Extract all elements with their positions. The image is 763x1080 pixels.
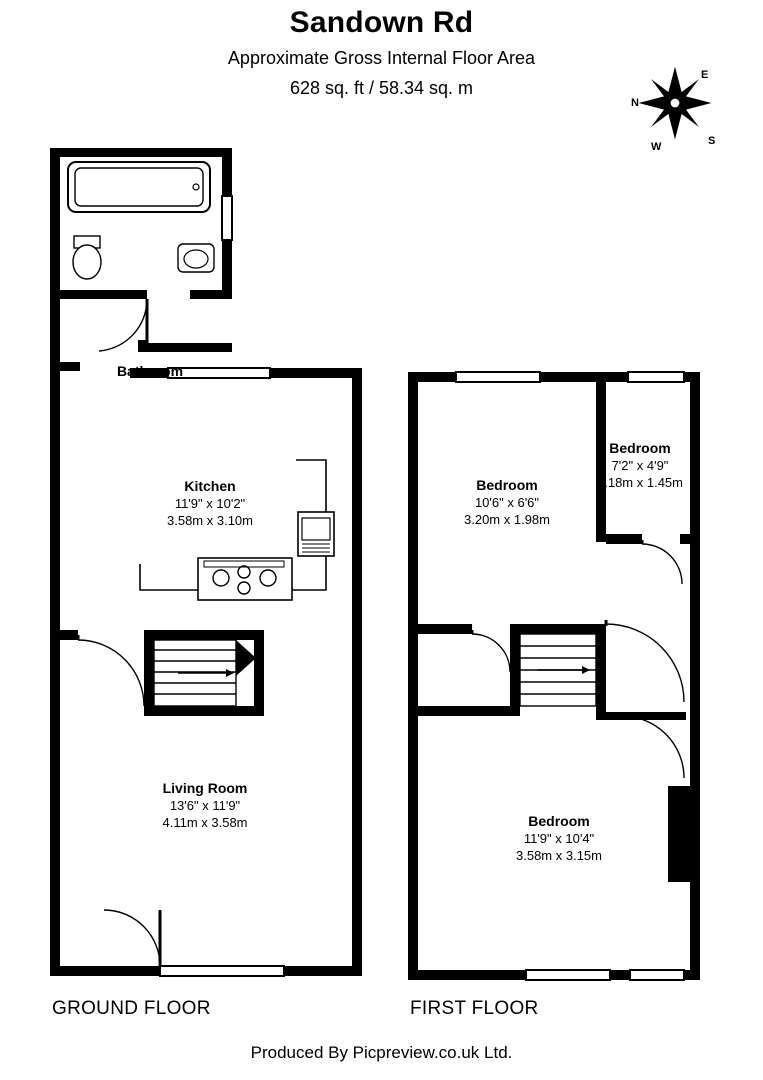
window-bathroom [222,196,232,240]
window-bedroom2-front [456,372,540,382]
door-bedroom3 [642,540,682,584]
area-caption-line2: 628 sq. ft / 58.34 sq. m [289,78,474,98]
room-label-kitchen: Kitchen 11'9" x 10'2" 3.58m x 3.10m [167,478,253,528]
door-living-kitchen [78,635,144,706]
room-label-bedroom-middle: Bedroom 10'6" x 6'6" 3.20m x 1.98m [464,477,550,527]
room-label-bedroom-small: Bedroom 7'2" x 4'9" 2.18m x 1.45m [597,440,683,490]
kitchen-hob [198,558,292,600]
first-floor-caption: FIRST FLOOR [410,998,539,1019]
ground-floor-caption: GROUND FLOOR [52,998,211,1019]
compass-label-south: S [708,135,716,147]
compass-label-north: N [631,97,639,109]
area-caption-line1: Approximate Gross Internal Floor Area [227,48,536,68]
door-landing [622,716,684,778]
window-bedroom3-front [628,372,684,382]
staircase-first [520,634,596,706]
compass-label-east: E [701,69,709,81]
compass-rose [625,58,740,153]
staircase-ground [154,640,256,706]
room-label-living-room: Living Room 13'6" x 11'9" 4.11m x 3.58m [162,780,248,830]
page-title: Sandown Rd [289,6,474,39]
toilet-fixture [73,236,101,279]
window-bedroom1-rear-2 [630,970,684,980]
window-bedroom1-rear [526,970,610,980]
front-door [104,910,160,966]
compass-label-west: W [651,141,662,153]
producer-credit: Produced By Picpreview.co.uk Ltd. [250,1043,513,1062]
room-label-bedroom-main: Bedroom 11'9" x 10'4" 3.58m x 3.15m [516,813,602,863]
door-bedroom1 [606,620,684,702]
window-living-front [160,966,284,976]
door-bedroom2 [472,630,510,672]
room-label-bathroom: Bathroom [116,363,184,379]
basin-fixture [178,244,214,272]
